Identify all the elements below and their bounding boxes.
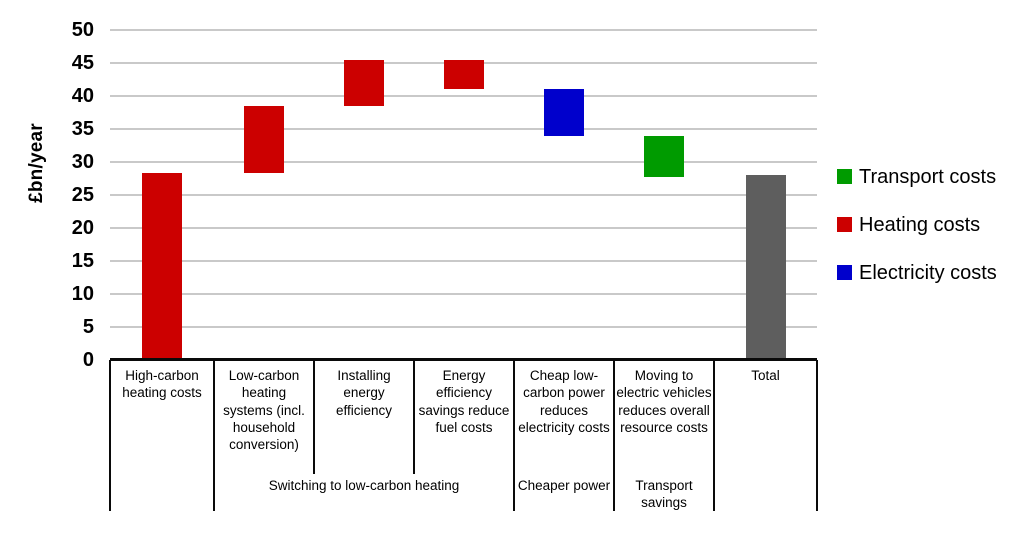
table-border-line-6 (713, 360, 715, 511)
y-axis-title: £bn/year (26, 123, 47, 203)
y-tick-label-20: 20 (71, 217, 94, 239)
group-label-switching-to-low-carbon-heating: Switching to low-carbon heating (268, 478, 460, 493)
gridline-5 (110, 326, 817, 328)
table-border-line-3 (413, 360, 415, 474)
x-axis-cell-label-installing-energy-efficiency: Installing energy efficiency (335, 368, 393, 418)
x-axis-cell-label-low-carbon-heating-systems-incl-household-: Low-carbon heating systems (incl. household conversion) (223, 368, 305, 453)
table-border-line-5 (613, 360, 615, 511)
x-axis-cell-label-moving-to-electric-vehicles-reduces-overal: Moving to electric vehicles reduces overall resource costs (616, 368, 712, 435)
legend-swatch-electricity-costs (837, 265, 852, 280)
y-tick-label-0: 0 (82, 349, 94, 371)
group-label-transport-savings: Transport savings (635, 478, 693, 511)
table-border-line-2 (313, 360, 315, 474)
bar-installing-energy-efficiency (344, 60, 384, 106)
bar-energy-efficiency-savings-reduce-fuel-cost (444, 60, 484, 90)
table-border-line-1 (213, 360, 215, 511)
x-axis-cell-label-total: Total (751, 368, 780, 383)
y-tick-label-10: 10 (71, 283, 94, 305)
legend-label-electricity-costs: Electricity costs (859, 262, 997, 284)
gridline-25 (110, 194, 817, 196)
x-axis-cell-label-energy-efficiency-savings-reduce-fuel-cost: Energy efficiency savings reduce fuel costs (418, 368, 510, 435)
y-tick-label-35: 35 (71, 118, 94, 140)
y-tick-label-40: 40 (71, 85, 94, 107)
y-tick-label-50: 50 (71, 19, 94, 41)
bar-cheap-low-carbon-power-reduces-electricity (544, 89, 584, 135)
y-tick-label-5: 5 (82, 316, 94, 338)
table-border-line-7 (816, 360, 818, 511)
gridline-35 (110, 128, 817, 130)
bar-low-carbon-heating-systems-incl-household- (244, 106, 284, 173)
y-tick-label-45: 45 (71, 52, 94, 74)
x-axis-line (110, 358, 817, 361)
legend-label-heating-costs: Heating costs (859, 214, 981, 236)
y-tick-label-30: 30 (71, 151, 94, 173)
bar-high-carbon-heating-costs (142, 173, 182, 360)
table-border-line-4 (513, 360, 515, 511)
gridline-10 (110, 293, 817, 295)
x-axis-cell-label-cheap-low-carbon-power-reduces-electricity: Cheap low-carbon power reduces electricity costs (518, 368, 610, 435)
group-label-cheaper-power: Cheaper power (517, 478, 611, 493)
x-axis-cell-label-high-carbon-heating-costs: High-carbon heating costs (122, 368, 202, 401)
legend-swatch-transport-costs (837, 169, 852, 184)
gridline-20 (110, 227, 817, 229)
legend-label-transport-costs: Transport costs (859, 166, 997, 188)
gridline-30 (110, 161, 817, 163)
y-tick-label-15: 15 (71, 250, 94, 272)
table-border-line-0 (109, 360, 111, 511)
bar-moving-to-electric-vehicles-reduces-overal (644, 136, 684, 177)
gridline-40 (110, 95, 817, 97)
bar-total (746, 175, 786, 360)
y-tick-label-25: 25 (71, 184, 94, 206)
legend-swatch-heating-costs (837, 217, 852, 232)
gridline-15 (110, 260, 817, 262)
gridline-50 (110, 29, 817, 31)
